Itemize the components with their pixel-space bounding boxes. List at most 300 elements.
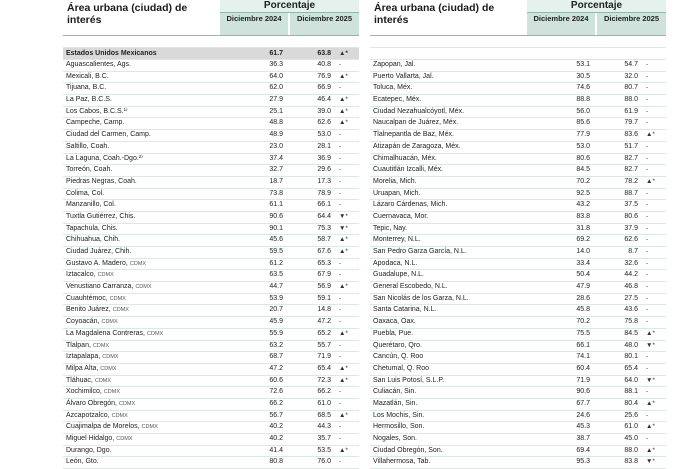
table-row (370, 457, 666, 469)
significance-marker: - (339, 189, 342, 197)
significance-marker: ▲* (339, 236, 348, 244)
city-suffix: CDMX (101, 319, 118, 326)
value-2024: 41.4 (269, 446, 283, 454)
value-2025: 61.9 (624, 107, 638, 115)
left-table (63, 0, 359, 469)
table-row (63, 422, 359, 434)
significance-marker: - (646, 96, 649, 104)
value-2025: 79.7 (624, 119, 638, 127)
city-name: Durango, Dgo. (66, 446, 112, 454)
city-name: Chetumal, Q. Roo (373, 364, 430, 372)
table-row (63, 95, 359, 107)
significance-marker: ▲* (339, 72, 348, 80)
city-name: La Paz, B.C.S. (66, 96, 112, 104)
right-table (370, 0, 666, 469)
value-2024: 60.4 (576, 364, 590, 372)
value-2025: 62.6 (624, 236, 638, 244)
value-2024: 53.9 (269, 294, 283, 302)
table-row (63, 235, 359, 247)
significance-marker: - (646, 119, 649, 127)
value-2025: 36.9 (317, 154, 331, 162)
value-2025: 65.3 (317, 259, 331, 267)
value-2025: 88.7 (624, 189, 638, 197)
table-row (63, 364, 359, 376)
table-row (63, 118, 359, 130)
value-2025: 71.9 (317, 353, 331, 361)
national-row (63, 48, 359, 60)
value-2025: 64.0 (624, 376, 638, 384)
city-name: La Laguna, Coah.-Dgo.²⁾ (66, 154, 143, 162)
significance-marker: - (339, 142, 342, 150)
city-name: Querétaro, Qro. (373, 341, 423, 349)
value-2024: 55.9 (269, 329, 283, 337)
value-2024: 77.9 (576, 131, 590, 139)
table-row (63, 446, 359, 458)
table-row (370, 270, 666, 282)
city-name: Morelia, Mich. (373, 177, 417, 185)
year2-header: Diciembre 2025 (290, 13, 359, 35)
table-row (63, 294, 359, 306)
significance-marker: - (646, 72, 649, 80)
value-2025: 58.7 (317, 236, 331, 244)
significance-marker: - (646, 84, 649, 92)
spacer-row (370, 48, 666, 60)
value-2024: 59.5 (269, 248, 283, 255)
value-2024: 40.2 (269, 435, 283, 442)
city-name: Puebla, Pue. (373, 329, 414, 337)
national-name: Estados Unidos Mexicanos (66, 50, 157, 57)
value-2024: 53.0 (576, 142, 590, 150)
table-row (370, 422, 666, 434)
value-2025: 65.2 (317, 329, 331, 337)
table-row (370, 399, 666, 411)
value-2025: 56.9 (317, 283, 331, 291)
table-row (370, 60, 666, 72)
city-name: Cuajimalpa de Morelos, CDMX (66, 423, 158, 431)
city-suffix: CDMX (129, 260, 147, 267)
value-2025: 55.7 (317, 341, 331, 349)
significance-marker: ▲* (646, 446, 655, 454)
value-2025: 80.1 (624, 353, 638, 361)
value-2025: 66.2 (317, 388, 331, 396)
national-v1: 61.7 (269, 50, 283, 57)
table-row (370, 247, 666, 259)
city-suffix: CDMX (116, 436, 133, 442)
value-2025: 44.2 (624, 271, 638, 279)
value-2025: 75.3 (317, 224, 331, 232)
significance-marker: ▲* (339, 446, 348, 454)
significance-marker: - (646, 142, 649, 150)
value-2025: 53.5 (317, 446, 331, 454)
value-2024: 74.6 (576, 84, 590, 92)
significance-marker: - (646, 271, 649, 279)
value-2024: 32.7 (269, 166, 283, 174)
city-name: Ecatepec, Méx. (373, 96, 422, 104)
significance-marker: - (646, 61, 649, 68)
significance-marker: - (339, 306, 342, 314)
value-2025: 80.4 (624, 399, 638, 407)
table-row (63, 282, 359, 294)
value-2025: 65.4 (624, 364, 638, 372)
city-name: Mazatlán, Sin. (373, 399, 418, 407)
significance-marker: ▲* (339, 107, 348, 115)
city-name: Ciudad Obregón, Son. (373, 446, 443, 454)
significance-marker: ▼* (339, 212, 348, 220)
table-row (370, 387, 666, 399)
significance-marker: - (646, 306, 649, 314)
city-name: Tepic, Nay. (373, 224, 408, 232)
value-2025: 66.1 (317, 201, 331, 209)
city-name: Puerto Vallarta, Jal. (373, 72, 434, 80)
city-name: Atizapán de Zaragoza, Méx. (373, 142, 461, 150)
value-2025: 62.6 (317, 119, 331, 127)
city-name: Ciudad Nezahualcóyotl, Méx. (373, 107, 465, 115)
city-name: La Magdalena Contreras, CDMX (66, 329, 164, 337)
significance-marker: - (339, 177, 342, 185)
value-2025: 83.8 (624, 458, 638, 466)
significance-marker: - (339, 318, 342, 326)
value-2024: 48.8 (269, 119, 283, 127)
table-row (370, 95, 666, 107)
value-2024: 70.2 (576, 318, 590, 326)
city-name: Colima, Col. (66, 189, 105, 197)
value-2025: 25.6 (624, 411, 638, 419)
spacer-row (370, 36, 666, 48)
significance-marker: - (339, 271, 342, 279)
significance-marker: ▲* (339, 248, 348, 255)
significance-marker: ▲* (646, 177, 655, 185)
city-name: Cuautitlán Izcalli, Méx. (373, 166, 444, 174)
table-row (63, 130, 359, 142)
city-suffix: CDMX (97, 272, 114, 279)
right-table-body (370, 60, 666, 469)
table-row (370, 434, 666, 446)
significance-marker: - (646, 435, 649, 442)
table-row (370, 154, 666, 166)
significance-marker: - (646, 212, 649, 220)
table-row (370, 259, 666, 271)
city-name: Milpa Alta, CDMX (66, 364, 117, 372)
significance-marker: ▲* (646, 131, 655, 139)
significance-marker: - (339, 435, 342, 442)
value-2024: 14.0 (576, 248, 590, 255)
city-suffix: CDMX (100, 365, 117, 372)
significance-marker: ▼* (646, 341, 655, 349)
table-row (63, 411, 359, 423)
significance-marker: ▼* (339, 224, 348, 232)
table-row (63, 200, 359, 212)
value-2024: 56.7 (269, 411, 283, 419)
significance-marker: - (646, 388, 649, 396)
city-name: Iztapalapa, CDMX (66, 353, 119, 361)
city-name: Tlalnepantla de Baz, Méx. (373, 131, 454, 139)
table-row (370, 107, 666, 119)
table-row (370, 189, 666, 201)
value-2025: 68.5 (317, 411, 331, 419)
table-row (370, 165, 666, 177)
city-name: Cuauhtémoc, CDMX (66, 294, 126, 302)
significance-marker: - (339, 201, 342, 209)
table-row (370, 341, 666, 353)
value-2024: 38.7 (576, 435, 590, 442)
city-name: Iztacalco, CDMX (66, 271, 114, 279)
table-row (63, 177, 359, 189)
value-2025: 84.5 (624, 329, 638, 337)
value-2024: 56.0 (576, 107, 590, 115)
city-suffix: CDMX (102, 354, 119, 361)
city-name: Miguel Hidalgo, CDMX (66, 435, 133, 442)
table-row (370, 376, 666, 388)
significance-marker: - (339, 353, 342, 361)
significance-marker: ▲* (339, 283, 348, 291)
city-name: León, Gto. (66, 458, 99, 466)
value-2024: 70.2 (576, 177, 590, 185)
value-2025: 76.0 (317, 458, 331, 466)
table-row (370, 282, 666, 294)
table-row (63, 142, 359, 154)
table-row (63, 270, 359, 282)
value-2025: 80.7 (624, 84, 638, 92)
city-name: Villahermosa, Tab. (373, 458, 431, 466)
significance-marker: - (646, 294, 649, 302)
table-row (370, 411, 666, 423)
value-2024: 45.3 (576, 423, 590, 431)
table-row (370, 130, 666, 142)
city-name: Xochimilco, CDMX (66, 388, 120, 396)
value-2024: 66.1 (576, 341, 590, 349)
value-2025: 28.1 (317, 142, 331, 150)
table-row (370, 72, 666, 84)
percentage-header: Porcentaje (220, 0, 359, 13)
city-name: Santa Catarina, N.L. (373, 306, 437, 314)
city-name: Los Mochis, Sin. (373, 411, 425, 419)
significance-marker: - (339, 61, 342, 68)
table-row (63, 317, 359, 329)
city-name: Ciudad del Carmen, Camp. (66, 131, 151, 139)
table-row (370, 224, 666, 236)
city-name: Uruapan, Mich. (373, 189, 421, 197)
table-row (370, 305, 666, 317)
value-2024: 45.6 (269, 236, 283, 244)
city-name: Lázaro Cárdenas, Mich. (373, 201, 448, 209)
city-name: Cancún, Q. Roo (373, 353, 424, 361)
value-2024: 53.1 (576, 61, 590, 68)
value-2025: 88.0 (624, 446, 638, 454)
table-row (370, 352, 666, 364)
significance-marker: - (646, 411, 649, 419)
city-suffix: CDMX (141, 424, 158, 431)
national-sig: ▲* (339, 50, 348, 57)
table-row (370, 118, 666, 130)
table-row (370, 329, 666, 341)
value-2025: 51.7 (624, 142, 638, 150)
value-2024: 40.2 (269, 423, 283, 431)
table-row (370, 364, 666, 376)
value-2025: 54.7 (624, 61, 638, 68)
city-name: Chimalhuacán, Méx. (373, 154, 437, 162)
value-2025: 47.2 (317, 318, 331, 326)
table-row (63, 352, 359, 364)
value-2025: 82.7 (624, 154, 638, 162)
value-2025: 76.9 (317, 72, 331, 80)
year1-header: Diciembre 2024 (220, 13, 289, 35)
value-2025: 88.0 (624, 96, 638, 104)
table-row (63, 399, 359, 411)
value-2024: 47.9 (576, 283, 590, 291)
value-2024: 90.6 (269, 212, 283, 220)
table-row (63, 305, 359, 317)
significance-marker: - (646, 166, 649, 174)
table-row (370, 200, 666, 212)
city-name: San Luis Potosí, S.L.P. (373, 376, 445, 384)
city-name: Monterrey, N.L. (373, 236, 421, 244)
value-2025: 67.6 (317, 248, 331, 255)
value-2024: 45.9 (269, 318, 283, 326)
significance-marker: - (339, 259, 342, 267)
table-row (370, 235, 666, 247)
value-2024: 31.8 (576, 224, 590, 232)
significance-marker: - (339, 388, 342, 396)
value-2024: 64.0 (269, 72, 283, 80)
city-name: Naucalpan de Juárez, Méx. (373, 119, 459, 127)
significance-marker: - (646, 189, 649, 197)
city-name: Venustiano Carranza, CDMX (66, 283, 152, 291)
table-row (370, 294, 666, 306)
city-name: Azcapotzalco, CDMX (66, 411, 128, 419)
significance-marker: - (339, 166, 342, 174)
city-name: Campeche, Camp. (66, 119, 125, 127)
value-2024: 20.7 (269, 306, 283, 314)
city-name: General Escobedo, N.L. (373, 283, 448, 291)
value-2024: 69.4 (576, 446, 590, 454)
city-suffix: CDMX (103, 389, 120, 396)
national-v2: 63.8 (317, 50, 331, 57)
value-2024: 45.8 (576, 306, 590, 314)
significance-marker: - (646, 248, 649, 255)
value-2024: 69.2 (576, 236, 590, 244)
year1-header: Diciembre 2024 (527, 13, 596, 35)
value-2024: 75.5 (576, 329, 590, 337)
city-name: Hermosillo, Son. (373, 423, 425, 431)
value-2024: 33.4 (576, 259, 590, 267)
city-name: Los Cabos, B.C.S.¹⁾ (66, 107, 128, 115)
city-name: Guadalupe, N.L. (373, 271, 424, 279)
city-name: Gustavo A. Madero, CDMX (66, 259, 147, 267)
value-2024: 71.9 (576, 376, 590, 384)
table-row (370, 83, 666, 95)
value-2024: 73.8 (269, 189, 283, 197)
value-2024: 37.4 (269, 154, 283, 162)
city-name: Apodaca, N.L. (373, 259, 418, 267)
value-2025: 32.0 (624, 72, 638, 80)
significance-marker: ▲* (646, 423, 655, 431)
city-name: Coyoacán, CDMX (66, 318, 118, 326)
table-row (63, 165, 359, 177)
table-row (63, 259, 359, 271)
city-name: Manzanillo, Col. (66, 201, 116, 209)
table-row (370, 212, 666, 224)
significance-marker: - (646, 318, 649, 326)
value-2024: 61.1 (269, 201, 283, 209)
value-2024: 61.2 (269, 259, 283, 267)
significance-marker: ▼* (646, 458, 655, 466)
value-2025: 44.3 (317, 423, 331, 431)
significance-marker: - (646, 353, 649, 361)
area-header: Área urbana (ciudad) de interés (370, 0, 527, 35)
value-2025: 35.7 (317, 435, 331, 442)
value-2024: 50.4 (576, 271, 590, 279)
value-2024: 60.6 (269, 376, 283, 384)
city-name: Saltillo, Coah. (66, 142, 110, 150)
city-name: Piedras Negras, Coah. (66, 177, 137, 185)
value-2024: 68.7 (269, 353, 283, 361)
table-row (63, 72, 359, 84)
significance-marker: - (339, 341, 342, 349)
table-row (370, 317, 666, 329)
city-name: Oaxaca, Oax. (373, 318, 416, 326)
significance-marker: - (339, 154, 342, 162)
city-name: Chihuahua, Chih. (66, 236, 121, 244)
value-2025: 67.9 (317, 271, 331, 279)
significance-marker: ▲* (339, 376, 348, 384)
city-suffix: CDMX (112, 307, 129, 314)
table-row (63, 387, 359, 399)
value-2025: 59.1 (317, 294, 331, 302)
city-name: Tlalpan, CDMX (66, 341, 110, 349)
value-2025: 29.6 (317, 166, 331, 174)
significance-marker: ▲* (339, 119, 348, 127)
city-suffix: CDMX (94, 377, 112, 384)
value-2024: 27.9 (269, 96, 283, 104)
significance-marker: - (339, 399, 342, 407)
value-2025: 72.3 (317, 376, 331, 384)
significance-marker: ▲* (339, 96, 348, 104)
value-2024: 80.6 (576, 154, 590, 162)
value-2024: 85.6 (576, 119, 590, 127)
value-2025: 64.4 (317, 212, 331, 220)
value-2025: 32.6 (624, 259, 638, 267)
value-2024: 84.5 (576, 166, 590, 174)
value-2024: 72.6 (269, 388, 283, 396)
value-2024: 95.3 (576, 458, 590, 466)
value-2025: 61.0 (317, 399, 331, 407)
significance-marker: - (646, 154, 649, 162)
value-2024: 74.1 (576, 353, 590, 361)
city-name: San Nicolás de los Garza, N.L. (373, 294, 469, 302)
city-name: Cuernavaca, Mor. (373, 212, 429, 220)
percentage-header: Porcentaje (527, 0, 666, 13)
value-2025: 45.0 (624, 435, 638, 442)
significance-marker: - (339, 84, 342, 92)
city-name: Tapachula, Chis. (66, 224, 118, 232)
value-2025: 53.0 (317, 131, 331, 139)
value-2025: 82.7 (624, 166, 638, 174)
left-table-header (63, 0, 359, 36)
table-row (63, 341, 359, 353)
significance-marker: ▲* (646, 399, 655, 407)
value-2025: 61.0 (624, 423, 638, 431)
significance-marker: ▲* (339, 364, 348, 372)
value-2025: 37.9 (624, 224, 638, 232)
value-2024: 43.2 (576, 201, 590, 209)
city-name: Zapopan, Jal. (373, 61, 416, 68)
value-2024: 24.6 (576, 411, 590, 419)
value-2024: 67.7 (576, 399, 590, 407)
value-2025: 43.6 (624, 306, 638, 314)
city-name: Toluca, Méx. (373, 84, 413, 92)
significance-marker: - (646, 224, 649, 232)
city-name: San Pedro Garza García, N.L. (373, 248, 467, 255)
